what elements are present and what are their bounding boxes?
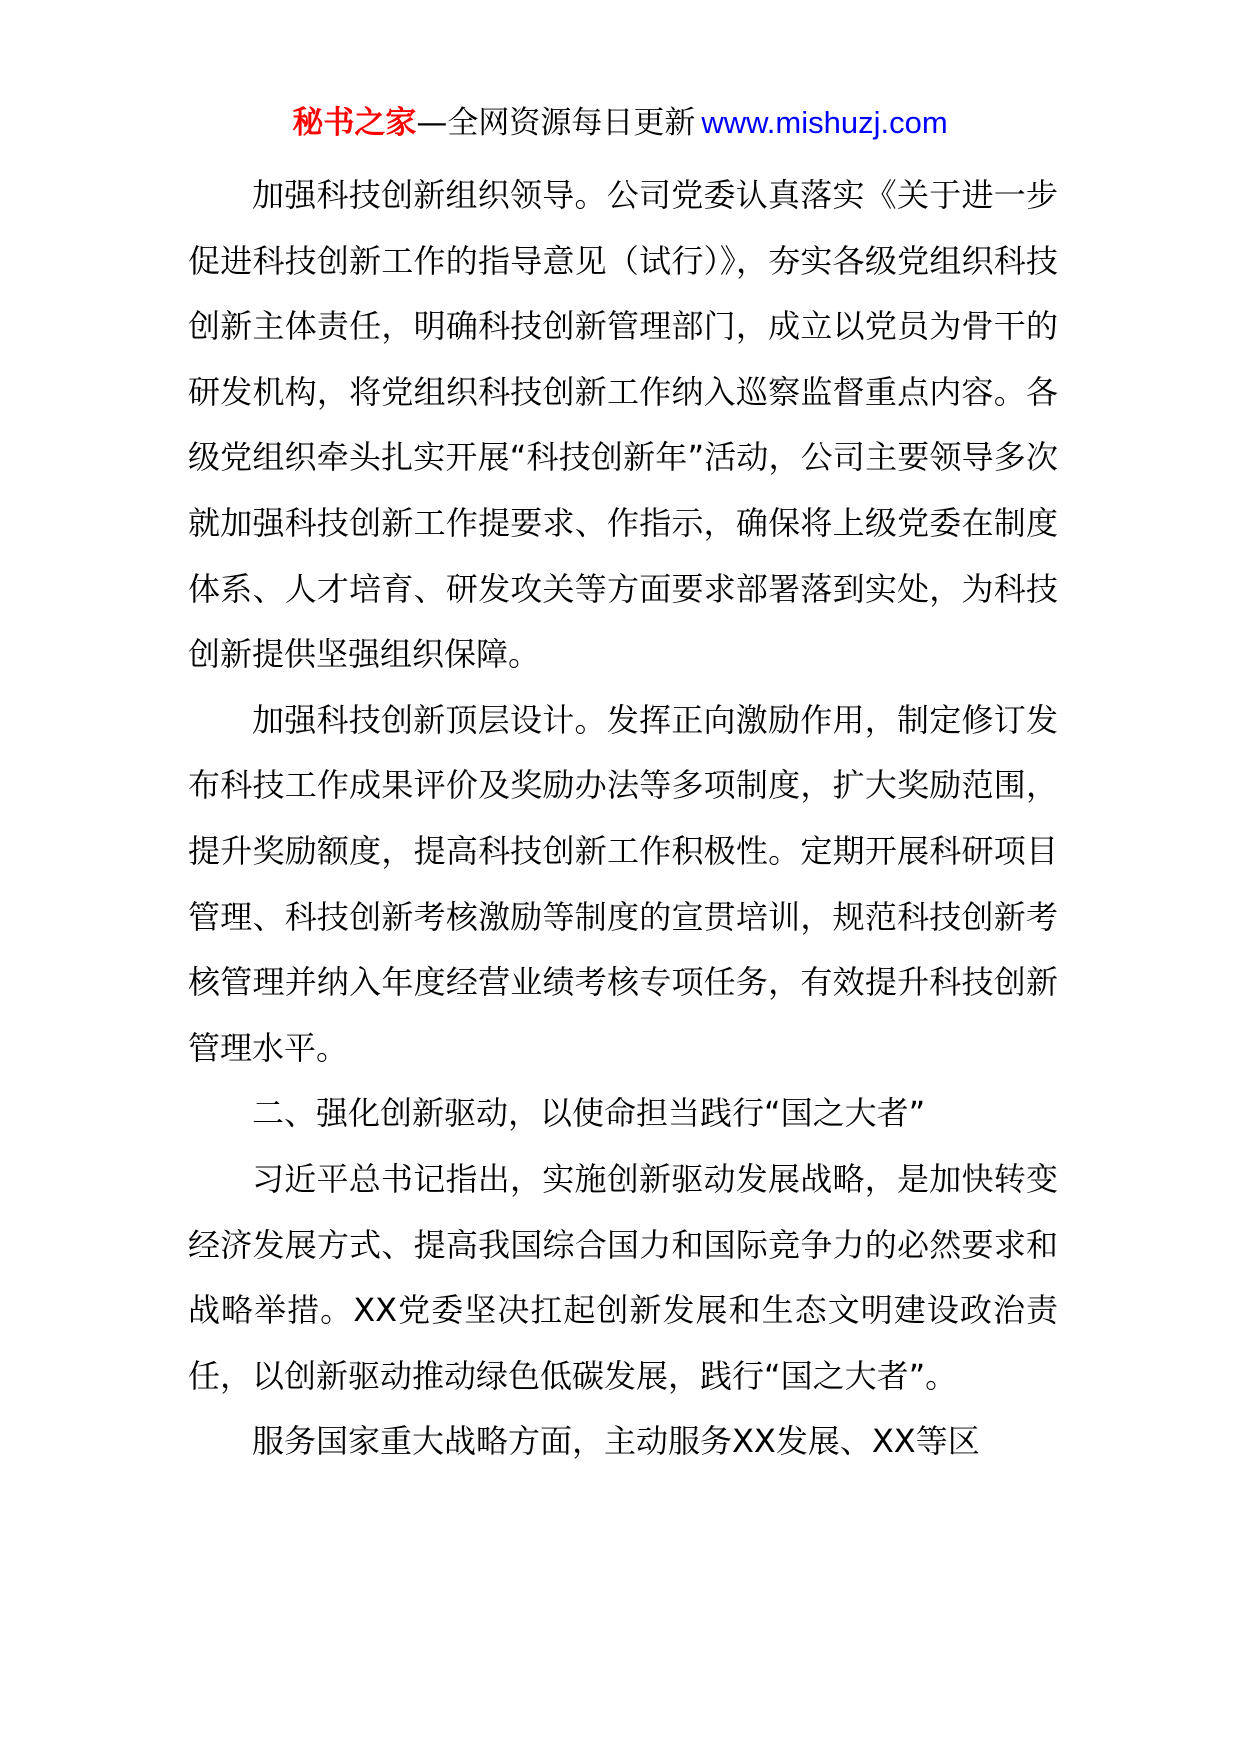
paragraph-organization-leadership: 加强科技创新组织领导。公司党委认真落实《关于进一步促进科技创新工作的指导意见（试行）》，夯实各级党组织科技创新主体责任，明确科技创新管理部门，成立以党员为骨干的研发机构，将党组织科技创新工作纳入巡察监督重点内容。各级党组织牵头扎实开展“科技创新年”活动，公司主要领导多次就加强科技创新工作提要求、作指示，确保将上级党委在制度体系、人才培育、研发攻关等方面要求部署落到实处，为科技创新提供坚强组织保障。 <box>188 176 1058 674</box>
document-body <box>188 163 1058 1475</box>
paragraph-national-strategy: 服务国家重大战略方面，主动服务XX发展、XX等区 <box>252 1422 980 1461</box>
paragraph-innovation-strategy: 习近平总书记指出，实施创新驱动发展战略，是加快转变经济发展方式、提高我国综合国力和国际竞争力的必然要求和战略举措。XX党委坚决扛起创新发展和生态文明建设政治责任，以创新驱动推动绿色低碳发展，践行“国之大者”。 <box>188 1159 1058 1395</box>
website-link[interactable]: www.mishuzj.com <box>701 105 948 140</box>
section-heading: 二、强化创新驱动，以使命担当践行“国之大者” <box>252 1094 926 1133</box>
brand-name: 秘书之家 <box>292 105 417 141</box>
header-tagline: —全网资源每日更新 <box>416 105 696 141</box>
paragraph-top-level-design: 加强科技创新顶层设计。发挥正向激励作用，制定修订发布科技工作成果评价及奖励办法等多项制度，扩大奖励范围，提升奖励额度，提高科技创新工作积极性。定期开展科研项目管理、科技创新考核激励等制度的宣贯培训，规范科技创新考核管理并纳入年度经营业绩考核专项任务，有效提升科技创新管理水平。 <box>188 700 1058 1067</box>
page-header <box>0 103 1240 143</box>
